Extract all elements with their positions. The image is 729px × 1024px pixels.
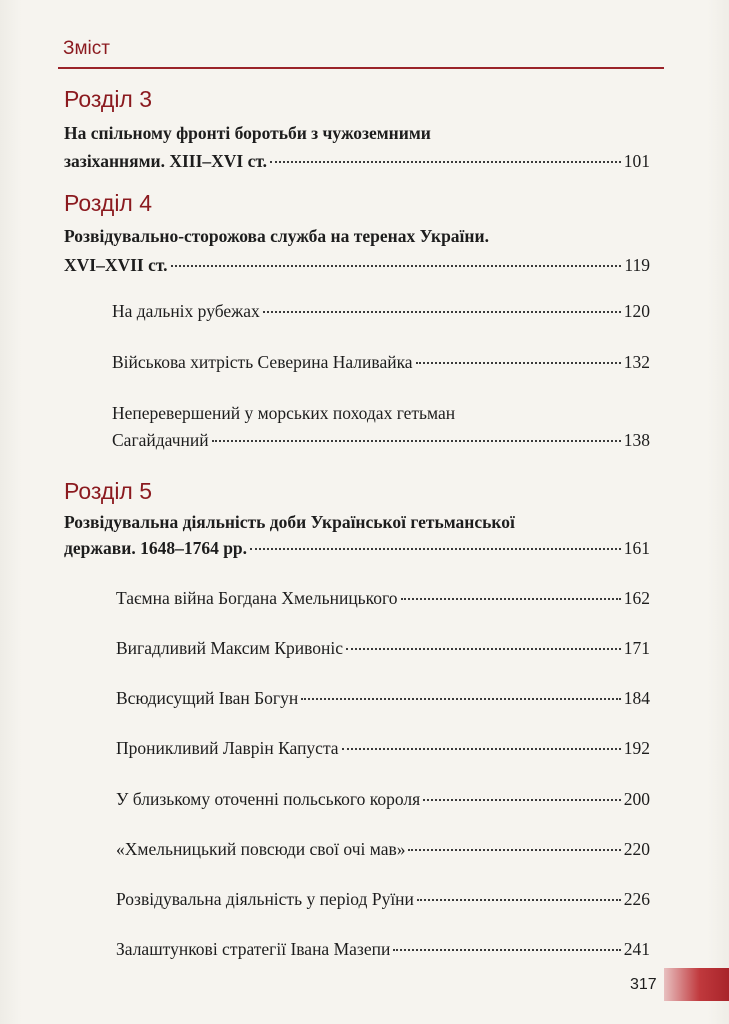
dot-leader — [423, 798, 621, 801]
toc-entry[interactable] — [112, 351, 650, 373]
dot-leader — [171, 264, 622, 267]
dot-leader — [408, 848, 620, 851]
page-corner-tab — [664, 968, 729, 1001]
page-ref: 192 — [623, 738, 650, 758]
dot-leader — [212, 439, 621, 442]
page-ref: 241 — [623, 939, 650, 959]
page-ref: 161 — [623, 538, 650, 558]
entry-title: «Хмельницький повсюди свої очі мав» — [116, 839, 406, 859]
section-heading: Розділ 5 — [64, 478, 153, 504]
entry-title: Всюдисущий Іван Богун — [116, 688, 299, 708]
toc-entry[interactable] — [116, 788, 650, 810]
chapter-title-line: Розвідувально-сторожова служба на теренах України. — [64, 226, 489, 246]
toc-entry[interactable] — [112, 429, 650, 451]
entry-title: Військова хитрість Северина Наливайка — [112, 352, 413, 372]
entry-title: У близькому оточенні польського короля — [116, 789, 421, 809]
entry-title: Вигадливий Максим Кривоніс — [116, 638, 344, 658]
page-number: 317 — [630, 976, 657, 993]
page-ref: 171 — [623, 638, 650, 658]
toc-entry[interactable] — [116, 737, 650, 759]
entry-title: Проникливий Лаврін Капуста — [116, 738, 339, 758]
dot-leader — [250, 547, 621, 550]
dot-leader — [346, 647, 621, 650]
page-ref: 220 — [623, 839, 650, 859]
page-ref: 200 — [623, 789, 650, 809]
chapter-title-line: Розвідувальна діяльність доби Української гетьманської — [64, 512, 515, 532]
entry-title: Залаштункові стратегії Івана Мазепи — [116, 939, 391, 959]
page-ref: 162 — [623, 588, 650, 608]
toc-chapter-entry[interactable] — [64, 254, 650, 276]
toc-entry[interactable] — [116, 838, 650, 860]
dot-leader — [401, 597, 621, 600]
toc-entry[interactable] — [116, 938, 650, 960]
page-ref: 101 — [623, 151, 650, 171]
chapter-title-line: держави. 1648–1764 рр. — [64, 538, 248, 558]
dot-leader — [301, 697, 621, 700]
section-heading: Розділ 4 — [64, 190, 153, 216]
dot-leader — [270, 160, 621, 163]
chapter-title-line: На спільному фронті боротьби з чужоземними — [64, 123, 431, 143]
toc-entry[interactable] — [112, 300, 650, 322]
section-heading: Розділ 3 — [64, 86, 153, 112]
chapter-title-line: XVI–XVII ст. — [64, 255, 168, 275]
dot-leader — [393, 948, 620, 951]
dot-leader — [417, 898, 621, 901]
toc-chapter-entry[interactable] — [64, 150, 650, 172]
page-ref: 120 — [623, 301, 650, 321]
chapter-title-line: зазіханнями. XIII–XVI ст. — [64, 151, 268, 171]
page-ref: 132 — [623, 352, 650, 372]
entry-title: Сагайдачний — [112, 430, 209, 450]
page-ref: 119 — [624, 255, 650, 275]
entry-title-line: Неперевершений у морських походах гетьман — [112, 403, 456, 423]
entry-title: Таємна війна Богдана Хмельницького — [116, 588, 398, 608]
toc-entry[interactable] — [116, 888, 650, 910]
page-ref: 184 — [623, 688, 650, 708]
dot-leader — [416, 361, 621, 364]
entry-title: Розвідувальна діяльність у період Руїни — [116, 889, 414, 909]
toc-entry[interactable] — [116, 637, 650, 659]
entry-title: На дальніх рубежах — [112, 301, 260, 321]
dot-leader — [342, 747, 621, 750]
toc-entry[interactable] — [116, 687, 650, 709]
toc-chapter-entry[interactable] — [64, 537, 650, 559]
page-ref: 226 — [623, 889, 650, 909]
toc-entry[interactable] — [116, 587, 650, 609]
dot-leader — [263, 310, 621, 313]
page-title: Зміст — [63, 38, 110, 59]
page-ref: 138 — [623, 430, 650, 450]
header-divider — [58, 67, 664, 69]
